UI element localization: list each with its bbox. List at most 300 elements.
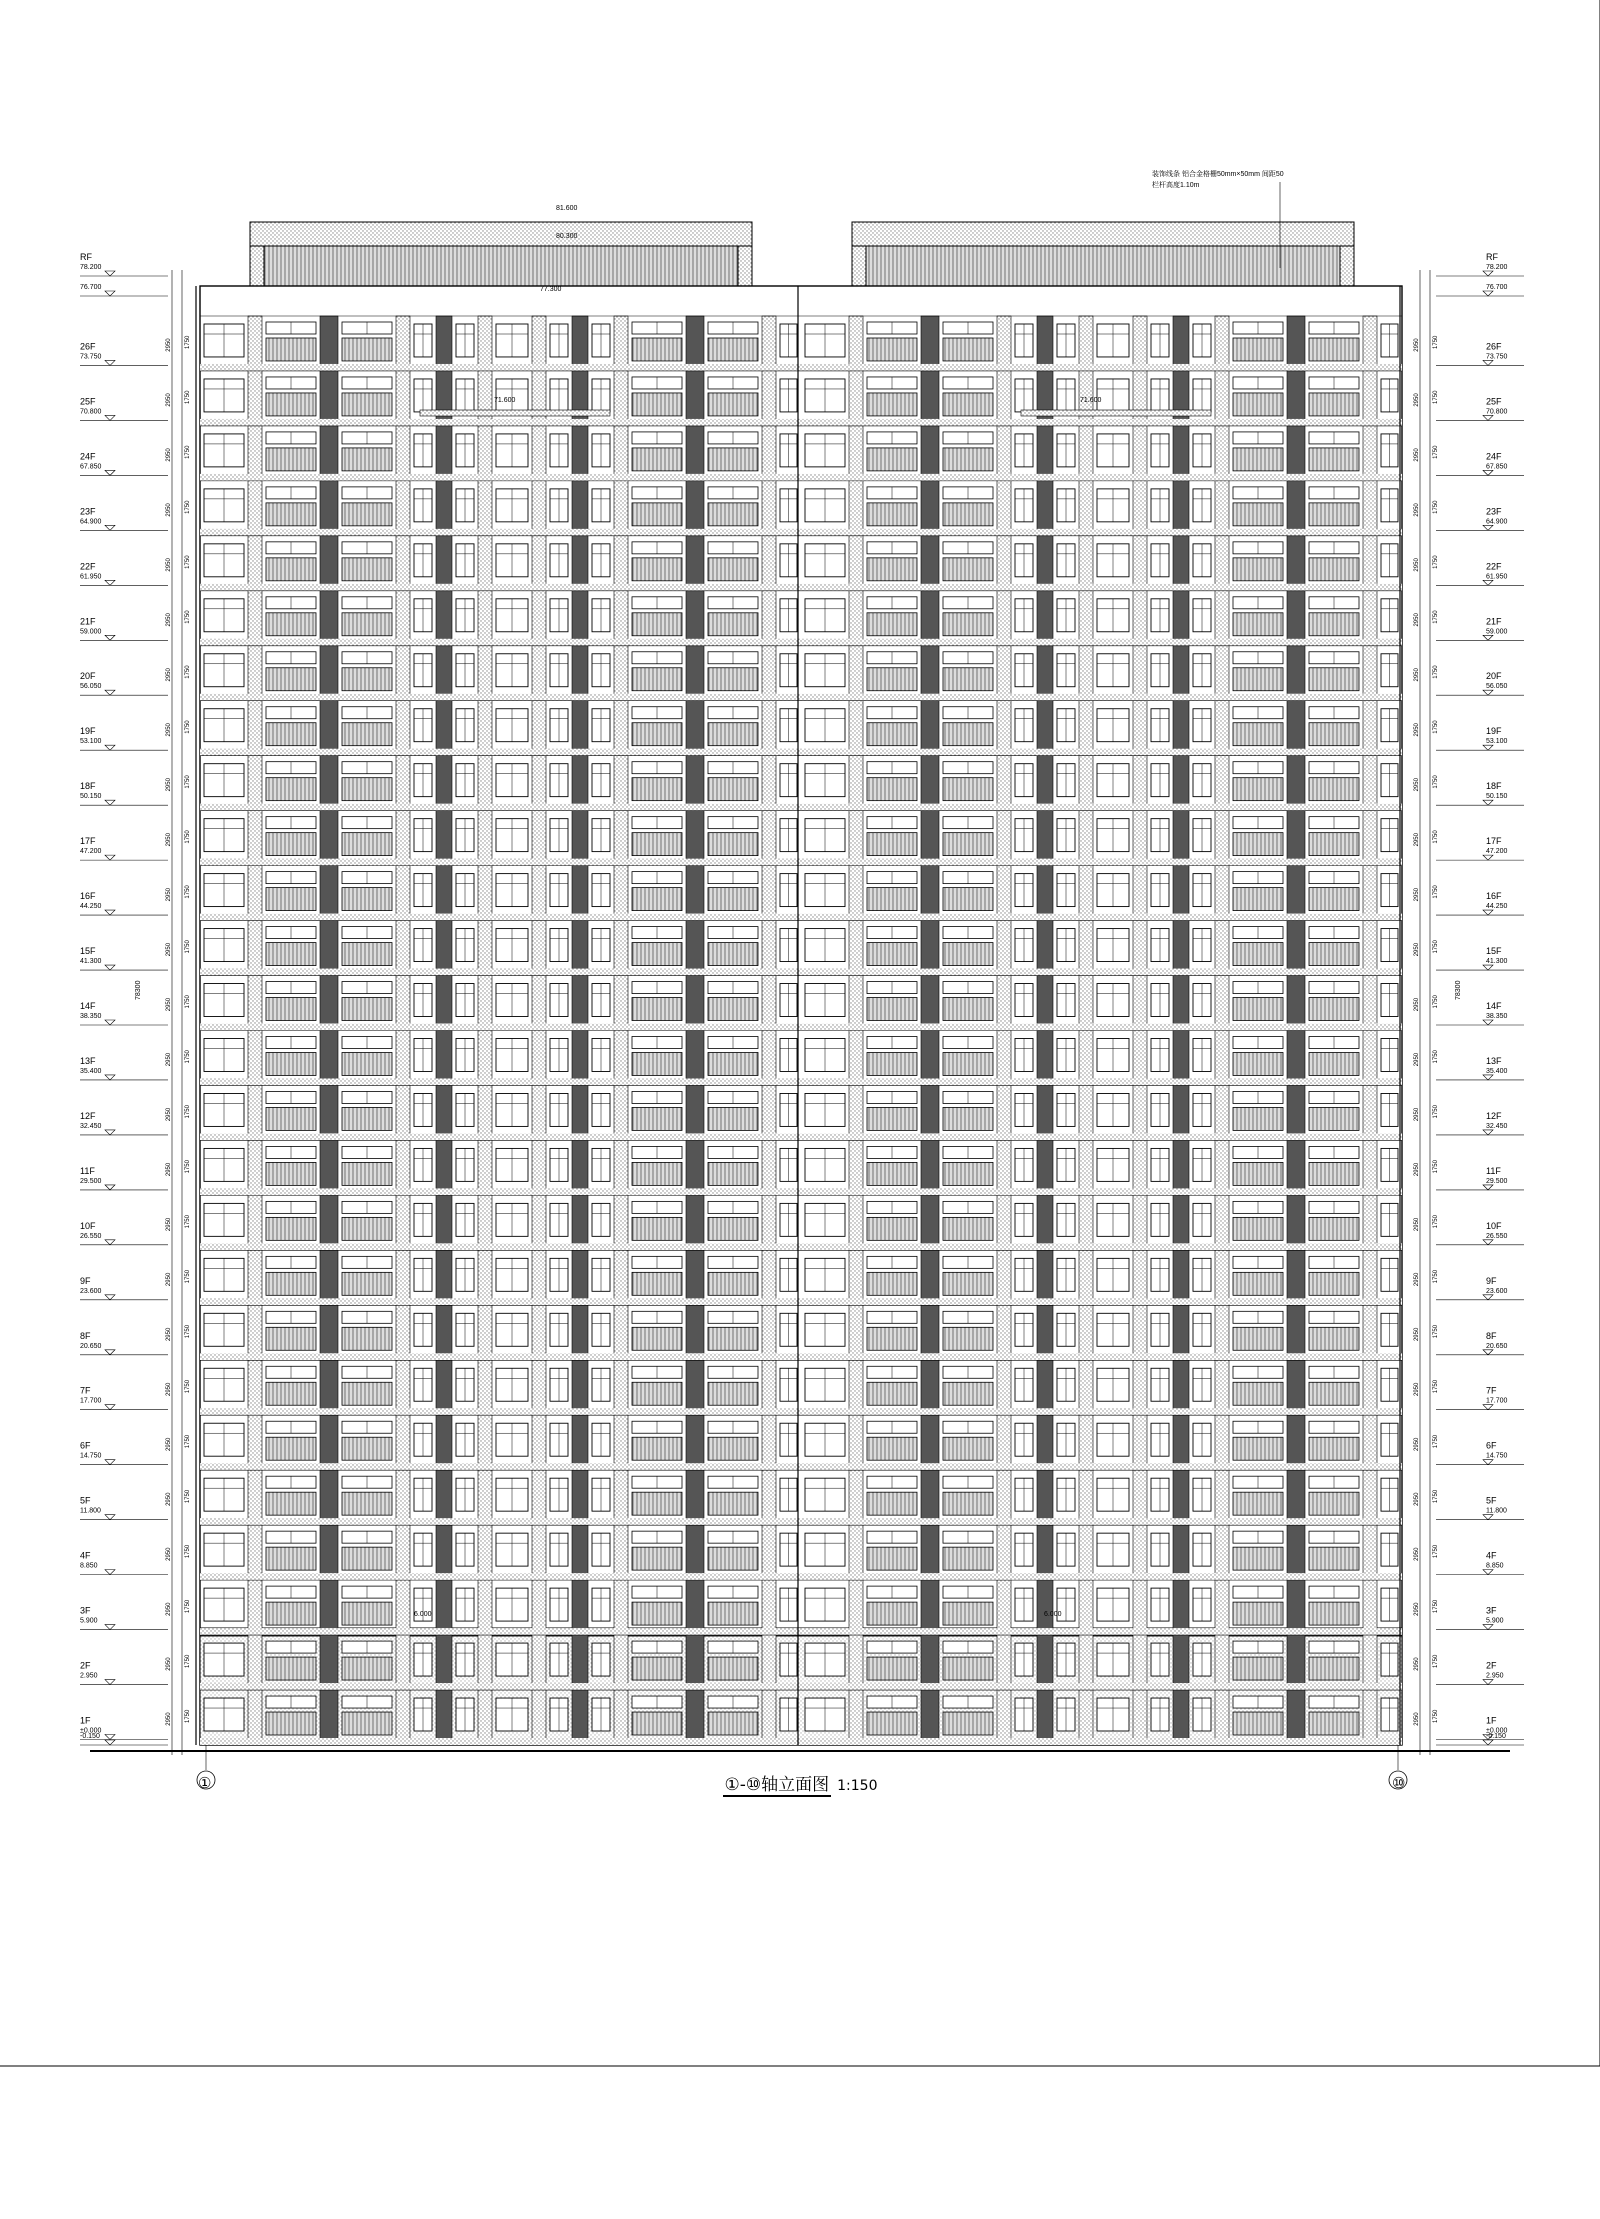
balcony-railing (867, 1602, 917, 1625)
balcony-railing (1233, 393, 1283, 416)
dim-window: 1750 (1433, 1379, 1439, 1394)
balcony-railing (1309, 1547, 1359, 1570)
level-mark (1483, 415, 1493, 420)
balcony-railing (1233, 1272, 1283, 1295)
balcony-railing (867, 448, 917, 471)
level-elev: 20.650 (80, 1342, 102, 1350)
balcony-railing (632, 888, 682, 911)
dim-storey: 2950 (1414, 887, 1420, 902)
balcony-railing (342, 1712, 392, 1735)
balcony-railing (1309, 1437, 1359, 1460)
dim-storey: 2950 (166, 887, 172, 902)
balcony-railing (266, 1712, 316, 1735)
level-mark (105, 271, 115, 276)
level-mark (105, 360, 115, 365)
level-elev: 8.850 (1486, 1562, 1504, 1570)
dim-window: 1750 (185, 500, 191, 514)
balcony-railing (1233, 1492, 1283, 1515)
balcony-railing (943, 448, 993, 471)
balcony-railing (943, 1382, 993, 1405)
level-elev: 14.750 (80, 1452, 102, 1460)
balcony-railing (266, 338, 316, 361)
balcony-railing (943, 1547, 993, 1570)
balcony-railing (1309, 338, 1359, 361)
level-name: 21F (1486, 616, 1502, 627)
level-elev: 5.900 (1486, 1617, 1504, 1625)
balcony-railing (342, 1053, 392, 1076)
dim-storey: 2950 (166, 723, 172, 737)
level-mark (1483, 1625, 1493, 1630)
balcony-railing (1309, 1162, 1359, 1185)
balcony-railing (342, 998, 392, 1021)
balcony-railing (1233, 1712, 1283, 1735)
balcony-railing (1309, 1053, 1359, 1076)
floor-band (200, 1078, 801, 1085)
level-mark (105, 1020, 115, 1025)
balcony-railing (943, 1272, 993, 1295)
balcony-railing (708, 1272, 758, 1295)
balcony-railing (342, 1162, 392, 1185)
floor-band (801, 474, 1402, 481)
balcony-railing (1233, 668, 1283, 691)
dim-window: 1750 (185, 610, 191, 624)
level-mark (1483, 1570, 1493, 1575)
level-name: 1F (80, 1715, 91, 1726)
axis-left-label: ① (198, 1775, 212, 1792)
balcony-railing (342, 668, 392, 691)
dim-storey: 2950 (166, 1712, 172, 1726)
level-elev: 29.500 (1486, 1177, 1508, 1185)
dim-window: 1750 (1433, 1269, 1439, 1284)
balcony-railing (1233, 1053, 1283, 1076)
level-mark (105, 745, 115, 750)
dim-storey: 2950 (166, 997, 172, 1012)
level-name: 2F (1486, 1660, 1497, 1671)
dim-storey: 2950 (1414, 668, 1420, 682)
level-elev: 76.700 (1486, 284, 1508, 291)
balcony-railing (342, 1437, 392, 1460)
balcony-railing (867, 778, 917, 801)
step-right-elev: 71.600 (1080, 397, 1102, 404)
floor-band (200, 1573, 801, 1580)
floor-band (801, 1573, 1402, 1580)
dim-window: 1750 (185, 1269, 191, 1284)
floor-band (200, 1188, 801, 1195)
floor-band (801, 1408, 1402, 1415)
balcony-railing (1309, 1272, 1359, 1295)
level-elev: 41.300 (1486, 958, 1508, 966)
level-mark (105, 1740, 115, 1745)
dim-window: 1750 (185, 665, 191, 679)
dim-window: 1750 (1433, 1654, 1439, 1669)
level-elev: 29.500 (80, 1177, 102, 1185)
balcony-railing (943, 668, 993, 691)
level-name: 21F (80, 616, 96, 627)
dim-storey: 2950 (1414, 558, 1420, 572)
floor-band (200, 969, 801, 976)
dim-storey: 2950 (166, 1657, 172, 1671)
level-elev: 67.850 (1486, 463, 1508, 471)
level-mark (1483, 800, 1493, 805)
level-mark (1483, 1460, 1493, 1465)
level-mark (105, 1185, 115, 1190)
level-mark (1483, 1020, 1493, 1025)
level-elev: 70.800 (1486, 408, 1508, 416)
balcony-railing (867, 1107, 917, 1130)
floor-band (200, 1518, 801, 1525)
balcony-railing (1233, 503, 1283, 526)
balcony-railing (1309, 558, 1359, 581)
balcony-railing (342, 1547, 392, 1570)
balcony-railing (266, 668, 316, 691)
level-mark (105, 1460, 115, 1465)
dim-window: 1750 (185, 555, 191, 569)
balcony-railing (867, 833, 917, 856)
balcony-railing (943, 888, 993, 911)
balcony-railing (342, 1107, 392, 1130)
level-mark (1483, 580, 1493, 585)
floor-band (200, 749, 801, 756)
dim-storey: 2950 (1414, 1272, 1420, 1287)
level-elev: 73.750 (1486, 353, 1508, 361)
balcony-railing (867, 723, 917, 746)
level-mark (1483, 1350, 1493, 1355)
floor-band (200, 639, 801, 646)
dim-storey: 2950 (166, 1602, 172, 1616)
balcony-railing (342, 1272, 392, 1295)
balcony-railing (708, 393, 758, 416)
dim-storey: 2950 (166, 613, 172, 627)
balcony-railing (632, 1382, 682, 1405)
balcony-railing (943, 1162, 993, 1185)
level-name: 17F (80, 836, 96, 847)
level-name: 20F (80, 671, 96, 682)
dim-window: 1750 (185, 1160, 191, 1174)
balcony-railing (1309, 613, 1359, 636)
balcony-railing (342, 888, 392, 911)
balcony-railing (943, 723, 993, 746)
level-elev: 70.800 (80, 408, 102, 416)
level-name: 25F (80, 396, 96, 407)
dim-window: 1750 (1433, 665, 1439, 679)
floor-band (200, 804, 801, 811)
balcony-railing (943, 1437, 993, 1460)
balcony-railing (943, 1327, 993, 1350)
dim-storey: 2950 (166, 558, 172, 572)
level-mark (1483, 745, 1493, 750)
balcony-railing (867, 998, 917, 1021)
level-mark (1483, 470, 1493, 475)
balcony-railing (708, 338, 758, 361)
level-mark (1483, 635, 1493, 640)
level-elev: 64.900 (80, 518, 102, 526)
balcony-railing (1233, 448, 1283, 471)
balcony-railing (1233, 833, 1283, 856)
balcony-railing (342, 613, 392, 636)
balcony-railing (943, 338, 993, 361)
drawing-caption (0, 1770, 1600, 1795)
balcony-railing (266, 1053, 316, 1076)
balcony-railing (632, 1272, 682, 1295)
level-elev: 61.950 (80, 573, 102, 581)
balcony-railing (342, 393, 392, 416)
floor-band (801, 1188, 1402, 1195)
balcony-railing (342, 1217, 392, 1240)
level-name: 22F (1486, 561, 1502, 572)
level-elev: 11.800 (80, 1507, 101, 1515)
level-name: 6F (1486, 1440, 1497, 1451)
dim-storey: 2950 (166, 1547, 172, 1561)
level-elev: 23.600 (1486, 1287, 1508, 1295)
dim-window: 1750 (1433, 1105, 1439, 1119)
level-mark (1483, 291, 1493, 296)
balcony-railing (943, 943, 993, 966)
balcony-railing (1233, 943, 1283, 966)
balcony-railing (1233, 1162, 1283, 1185)
balcony-railing (867, 668, 917, 691)
dim-window: 1750 (1433, 775, 1439, 789)
balcony-railing (867, 888, 917, 911)
balcony-railing (266, 1107, 316, 1130)
balcony-railing (266, 1547, 316, 1570)
level-elev: 44.250 (1486, 903, 1508, 911)
dim-storey: 2950 (1414, 942, 1420, 957)
balcony-railing (632, 1547, 682, 1570)
level-elev: 78.200 (80, 264, 102, 271)
balcony-railing (943, 1492, 993, 1515)
level-name: 3F (80, 1605, 91, 1616)
balcony-railing (943, 1657, 993, 1680)
dim-window: 1750 (185, 1489, 191, 1504)
balcony-railing (1309, 1712, 1359, 1735)
level-elev: 44.250 (80, 903, 102, 911)
dim-storey: 2950 (1414, 778, 1420, 792)
level-elev: 56.050 (80, 683, 102, 691)
balcony-railing (708, 1657, 758, 1680)
dim-storey: 2950 (166, 448, 172, 462)
roof-top-elev: 81.600 (556, 205, 578, 212)
balcony-railing (1233, 998, 1283, 1021)
level-elev: 11.800 (1486, 1507, 1507, 1515)
dim-window: 1750 (185, 1379, 191, 1394)
balcony-railing (1233, 1602, 1283, 1625)
floor-band (801, 1738, 1402, 1745)
level-elev: ±0.000 (1486, 1727, 1508, 1735)
level-elev: 76.700 (80, 284, 102, 291)
parapet-elev: 77.300 (540, 286, 562, 293)
balcony-railing (867, 1547, 917, 1570)
balcony-railing (1309, 833, 1359, 856)
balcony-railing (632, 503, 682, 526)
dim-storey: 2950 (1414, 1327, 1420, 1342)
balcony-railing (632, 558, 682, 581)
level-name: 10F (80, 1220, 96, 1231)
balcony-railing (943, 613, 993, 636)
balcony-railing (266, 723, 316, 746)
floor-band (200, 1738, 801, 1745)
level-name: 15F (80, 946, 96, 957)
floor-band (200, 584, 801, 591)
balcony-railing (1233, 338, 1283, 361)
balcony-railing (867, 1657, 917, 1680)
level-name: 13F (80, 1055, 96, 1066)
balcony-railing (1233, 1217, 1283, 1240)
dim-storey: 2950 (1414, 1712, 1420, 1726)
dim-window: 1750 (1433, 1160, 1439, 1174)
floor-band (200, 1408, 801, 1415)
balcony-railing (708, 1107, 758, 1130)
level-mark (105, 580, 115, 585)
level-elev: 32.450 (1486, 1122, 1508, 1130)
balcony-railing (266, 1492, 316, 1515)
floor-band (801, 1298, 1402, 1305)
level-elev: 53.100 (1486, 738, 1508, 746)
floor-band (200, 1628, 801, 1635)
balcony-railing (1309, 1217, 1359, 1240)
balcony-railing (1309, 393, 1359, 416)
dim-window: 1750 (1433, 1434, 1439, 1449)
floor-band (200, 364, 801, 371)
balcony-railing (632, 1712, 682, 1735)
level-elev: 8.850 (80, 1562, 98, 1570)
balcony-railing (943, 393, 993, 416)
level-name: 15F (1486, 946, 1502, 957)
level-name: 6F (80, 1440, 91, 1451)
level-mark (1483, 525, 1493, 530)
level-name: 26F (80, 341, 96, 352)
balcony-railing (342, 778, 392, 801)
balcony-railing (632, 668, 682, 691)
balcony-railing (1233, 1107, 1283, 1130)
level-elev: 38.350 (1486, 1013, 1508, 1021)
drawing-scale: 1:150 (837, 1778, 878, 1794)
level-mark (105, 1515, 115, 1520)
balcony-railing (1309, 503, 1359, 526)
level-mark (105, 1735, 115, 1740)
balcony-railing (708, 998, 758, 1021)
dim-window: 1750 (1433, 1050, 1439, 1064)
level-name: 23F (1486, 506, 1502, 517)
level-name: 19F (1486, 726, 1502, 737)
balcony-railing (708, 503, 758, 526)
level-elev: 50.150 (80, 793, 102, 801)
floor-band (801, 1024, 1402, 1031)
balcony-railing (632, 393, 682, 416)
podium-left-elev: 6.000 (414, 1611, 432, 1618)
balcony-railing (632, 1107, 682, 1130)
level-name: 22F (80, 561, 96, 572)
level-name: 12F (80, 1110, 96, 1121)
balcony-railing (1309, 1657, 1359, 1680)
balcony-railing (266, 1602, 316, 1625)
level-elev: 53.100 (80, 738, 102, 746)
floor-band (801, 914, 1402, 921)
balcony-railing (708, 558, 758, 581)
level-mark (105, 525, 115, 530)
level-name: 20F (1486, 671, 1502, 682)
level-mark (105, 965, 115, 970)
dim-storey: 2950 (166, 338, 172, 352)
balcony-railing (266, 943, 316, 966)
floor-band (200, 1353, 801, 1360)
balcony-railing (1309, 1382, 1359, 1405)
balcony-railing (943, 778, 993, 801)
dim-storey: 2950 (1414, 613, 1420, 627)
balcony-railing (632, 943, 682, 966)
balcony-railing (266, 1327, 316, 1350)
level-mark (1483, 1295, 1493, 1300)
balcony-railing (632, 613, 682, 636)
balcony-railing (708, 1712, 758, 1735)
balcony-railing (943, 558, 993, 581)
balcony-railing (708, 1327, 758, 1350)
dim-storey: 2950 (1414, 503, 1420, 517)
floor-band (801, 1628, 1402, 1635)
balcony-railing (708, 1162, 758, 1185)
dim-window: 1750 (1433, 390, 1439, 404)
level-name: 16F (1486, 891, 1502, 902)
level-mark (1483, 360, 1493, 365)
dim-window: 1750 (185, 1215, 191, 1229)
level-elev: 61.950 (1486, 573, 1508, 581)
floor-band (200, 1298, 801, 1305)
total-height-left: 78300 (135, 980, 142, 1000)
level-name: 4F (80, 1550, 91, 1561)
balcony-railing (632, 1657, 682, 1680)
step-band (420, 410, 610, 416)
dim-window: 1750 (185, 390, 191, 404)
level-mark (1483, 1405, 1493, 1410)
level-mark (105, 910, 115, 915)
balcony-railing (342, 1657, 392, 1680)
level-elev: 35.400 (1486, 1067, 1508, 1075)
balcony-railing (943, 1217, 993, 1240)
level-mark (105, 1130, 115, 1135)
dim-window: 1750 (1433, 1324, 1439, 1339)
balcony-railing (1233, 613, 1283, 636)
level-mark (105, 800, 115, 805)
level-elev: 50.150 (1486, 793, 1508, 801)
balcony-railing (867, 338, 917, 361)
floor-band (801, 584, 1402, 591)
balcony-railing (342, 1327, 392, 1350)
balcony-railing (342, 943, 392, 966)
balcony-railing (708, 778, 758, 801)
balcony-railing (1233, 888, 1283, 911)
dim-storey: 2950 (166, 1382, 172, 1396)
floor-band (801, 639, 1402, 646)
level-mark (1483, 1680, 1493, 1685)
level-mark (1483, 1740, 1493, 1745)
balcony-railing (266, 393, 316, 416)
dim-window: 1750 (1433, 720, 1439, 734)
level-name: 23F (80, 506, 96, 517)
dim-window: 1750 (185, 940, 191, 954)
balcony-railing (1309, 723, 1359, 746)
balcony-railing (632, 1162, 682, 1185)
level-name: 14F (80, 1001, 96, 1012)
level-name: 18F (1486, 781, 1502, 792)
dim-window: 1750 (185, 775, 191, 789)
dim-window: 1750 (185, 1324, 191, 1339)
floor-band (801, 1518, 1402, 1525)
dim-window: 1750 (1433, 940, 1439, 954)
roof-cornice (250, 222, 752, 246)
dim-storey: 2950 (1414, 833, 1420, 847)
level-name: RF (80, 252, 92, 262)
level-elev: 5.900 (80, 1617, 98, 1625)
level-name: 1F (1486, 1715, 1497, 1726)
